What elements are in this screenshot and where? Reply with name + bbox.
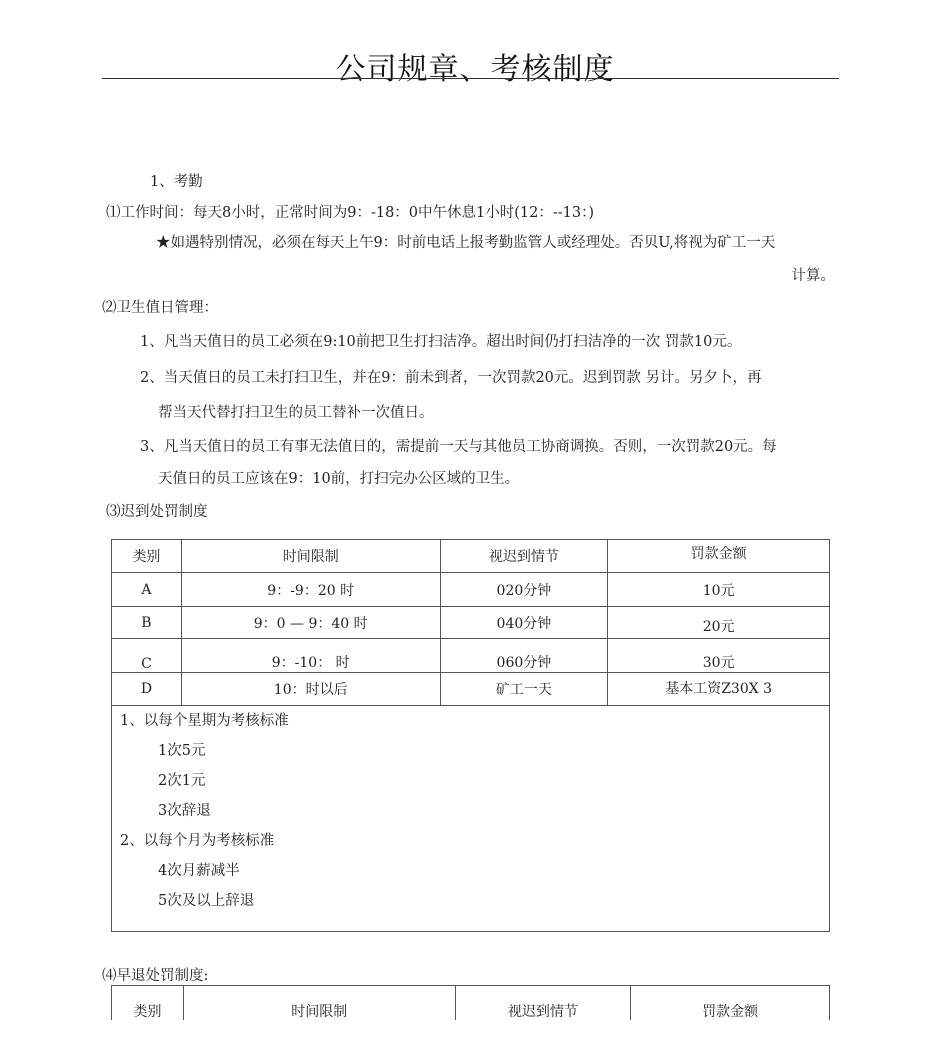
title-underline — [102, 78, 839, 79]
note-item: 4次月薪减半 — [158, 863, 240, 879]
notice-line-2: 计算。 — [791, 268, 835, 284]
duty-rule-1: 1、凡当天值日的员工必须在9:10前把卫生打扫洁净。超出时间仍打扫洁净的一次 罚款10元。 — [140, 334, 742, 350]
late-penalty-table — [111, 539, 830, 706]
table-cell: 020分钟 — [440, 573, 608, 607]
table-cell: D — [112, 673, 182, 706]
table-cell: 9：-10： 时 — [181, 639, 440, 673]
duty-rule-3-line-2: 天值日的员工应该在9：10前，打扫完办公区域的卫生。 — [158, 471, 520, 487]
table-cell: C — [112, 639, 182, 673]
duty-rule-2-line-1: 2、当天值日的员工未打扫卫生，并在9：前未到者，一次罚款20元。迟到罚款 另计。另夕卜，再 — [140, 370, 762, 386]
table-cell: 30元 — [608, 639, 830, 673]
section2-heading: ⑵卫生值日管理： — [102, 300, 218, 316]
table-row — [112, 607, 830, 639]
section4-heading: ⑷早退处罚制度: — [102, 968, 209, 984]
table-row — [112, 639, 830, 673]
note-item: 2次1元 — [158, 773, 206, 789]
table-row — [112, 573, 830, 607]
header-fine-amount: 罚款金额 — [631, 986, 830, 1021]
table-header-row — [112, 986, 830, 1021]
header-fine-amount: 罚款金额 — [608, 540, 830, 573]
table-row — [112, 673, 830, 706]
table-cell: 9：-9：20 时 — [181, 573, 440, 607]
table-cell: 9：0 — 9：40 时 — [181, 607, 440, 639]
note-item: 1次5元 — [158, 743, 206, 759]
header-time-limit: 时间限制 — [183, 986, 455, 1021]
early-leave-table — [111, 985, 830, 1020]
header-category: 类别 — [112, 540, 182, 573]
table-cell: 10：时以后 — [181, 673, 440, 706]
table-cell: 10元 — [608, 573, 830, 607]
document-title: 公司规章、考核制度 — [335, 52, 615, 87]
table-cell: 矿工一天 — [440, 673, 608, 706]
notice-line-1: ★如遇特别情况，必须在每天上午9：时前电话上报考勤监管人或经理处。否贝U,将视为矿工一天 — [156, 235, 776, 251]
table-cell: 060分钟 — [440, 639, 608, 673]
table-cell: A — [112, 573, 182, 607]
note-monthly-standard: 2、以每个月为考核标准 — [120, 833, 275, 849]
early-leave-table-clip — [111, 985, 831, 1020]
note-item: 3次辞退 — [158, 803, 211, 819]
table-header-row — [112, 540, 830, 573]
header-time-limit: 时间限制 — [181, 540, 440, 573]
section1-heading: 1、考勤 — [150, 174, 203, 190]
work-time-text: ⑴工作时间：每天8小时，正常时间为9：-18：0中午休息1小时(12：--13：) — [106, 205, 595, 221]
header-late-situation: 视迟到情节 — [455, 986, 631, 1021]
duty-rule-2-line-2: 帮当天代替打扫卫生的员工替补一次值日。 — [158, 405, 434, 421]
note-item: 5次及以上辞退 — [158, 893, 255, 909]
duty-rule-3-line-1: 3、凡当天值日的员工有事无法值日的，需提前一天与其他员工协商调换。否则，一次罚款20元。每 — [140, 439, 777, 455]
header-late-situation: 视迟到情节 — [440, 540, 608, 573]
section3-heading: ⑶迟到处罚制度 — [106, 504, 208, 520]
table-cell: B — [112, 607, 182, 639]
table-cell: 20元 — [608, 607, 830, 639]
header-category: 类别 — [112, 986, 184, 1021]
table-cell: 基本工资Z30X 3 — [608, 673, 830, 706]
note-weekly-standard: 1、以每个星期为考核标准 — [120, 713, 289, 729]
table-cell: 040分钟 — [440, 607, 608, 639]
